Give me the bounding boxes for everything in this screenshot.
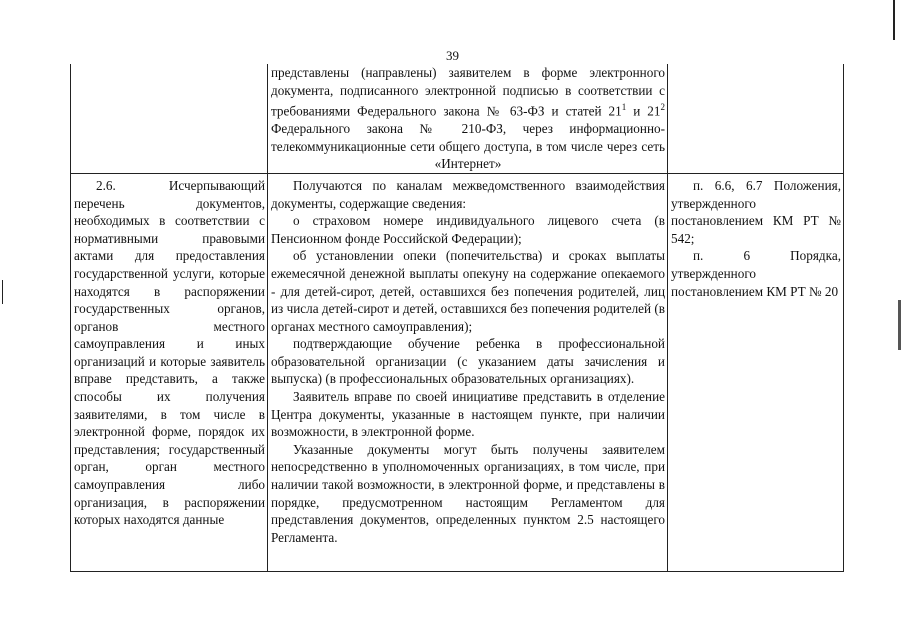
cell-requirement-content [268,173,668,571]
scan-edge-mark-left [2,280,3,304]
content-paragraph-6: Указанные документы могут быть получены заявителем непосредственно в уполномоченных организациях, в том числе, при наличии такой возможности, в электронной форме, и представлены в порядке, предусмотренном настоящим Регламентом для представления документов, определенных пунктом 2.5 настоящего Регламента. [271,441,665,545]
content-paragraph-2: о страховом номере индивидуального лицевого счета (в Пенсионном фонде Российской Федерации); [271,213,665,246]
table-row-continuation [71,64,844,173]
scan-edge-mark-top-right [893,0,895,40]
content-paragraph-1: Получаются по каналам межведомственного взаимодействия документы, содержащие сведения: [271,177,665,211]
superscript-1: 1 [621,102,627,113]
table-row-2-6 [71,173,844,571]
legal-basis-2: п. 6 Порядка, утвержденного постановлением КМ РТ № 20 [671,248,841,299]
requirement-title-text: 2.6. Исчерпывающий перечень документов, необходимых в соответствии с нормативными правовыми актами для предоставления государственной услуги, которые находятся в распоряжении государственных органов, органов местного самоуправления и иных организаций и которые заявитель вправе представить, а также способы их получения заявителями, в том числе в электронной форме, порядок их представления; государственный орган, орган местного самоуправления либо организация, в распоряжении которых находятся данные [74,177,265,528]
page-number: 39 [446,48,459,63]
content-paragraph-5: Заявитель вправе по своей инициативе представить в отделение Центра документы, указанные в настоящем пункте, при наличии возможности, в электронной форме. [271,389,665,440]
cell-legal-basis [668,173,844,571]
legal-basis-1: п. 6.6, 6.7 Положения, утвержденного постановлением КМ РТ № 542; [671,177,841,246]
cell-continuation-col3 [668,64,844,173]
regulation-table [70,64,844,572]
continuation-paragraph [271,64,665,173]
superscript-2: 2 [660,102,665,113]
cell-requirement-title [71,173,268,571]
scan-edge-mark-right [898,300,901,350]
content-paragraph-3: об установлении опеки (попечительства) и сроках выплаты ежемесячной денежной выплаты опекуну на содержание опекаемого - для детей-сирот, детей, оставшихся без попечения родителей, лиц из числа детей-сирот и детей, оставшихся без попечения родителей (в органах местного самоуправления); [271,248,665,334]
continuation-part-2: и 21 [626,103,661,119]
continuation-part-1: представлены (направлены) заявителем в форме электронного документа, подписанного электронной подписью в соответствии с требованиями Федерального закона № 63-ФЗ и статей 21 [271,65,665,119]
continuation-part-3: Федерального закона № 210-ФЗ, через информационно-телекоммуникационные сети общего доступа, в том числе через сеть «Интернет» [271,121,665,172]
cell-continuation-text [268,64,668,173]
content-paragraph-4: подтверждающие обучение ребенка в профессиональной образовательной организации (с указанием даты зачисления и выпуска) (в профессиональных образовательных организациях). [271,336,665,387]
cell-continuation-col1 [71,64,268,173]
